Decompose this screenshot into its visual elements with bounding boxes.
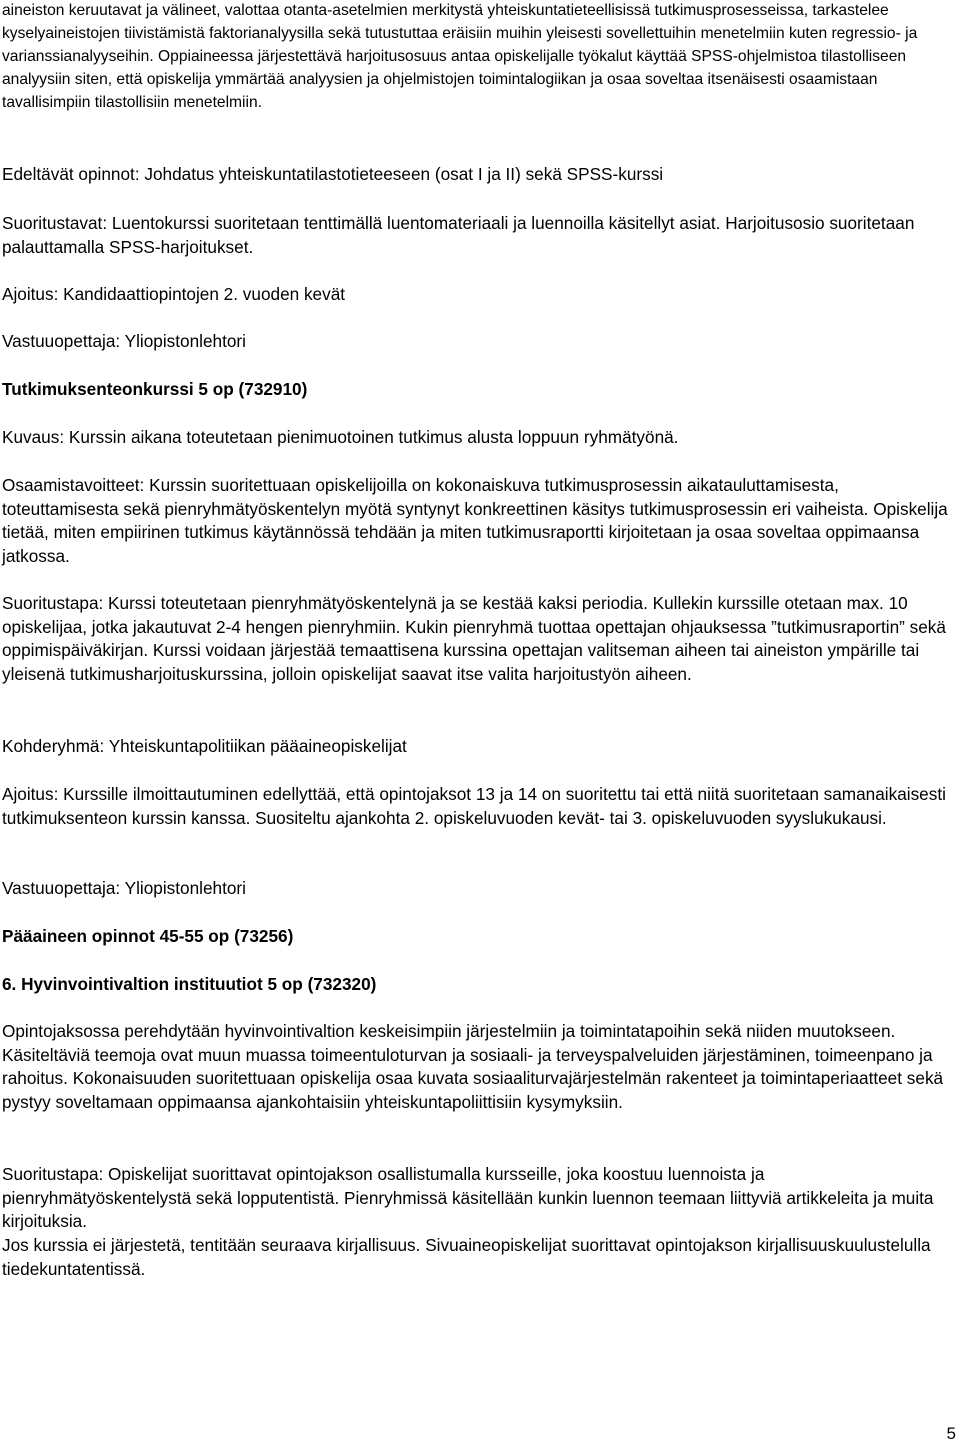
learning-outcomes-paragraph: Osaamistavoitteet: Kurssin suoritettuaan opiskelijoilla on kokonaiskuva tutkimusprosessin aikatauluttamisesta, toteuttamisesta sekä pienryhmätyöskentelyn myötä syntynyt konkreettinen käsitys tutkimusprosessin eri vaiheista. Opiskelija tietää, miten empiirinen tutkimus käytännössä tehdään ja miten tutkimusraportti kirjoitetaan ja osaa soveltaa oppimaansa jatkossa. [2, 475, 948, 567]
completion-method-paragraph: Suoritustapa: Kurssi toteutetaan pienryhmätyöskentelynä ja se kestää kaksi periodia. Kullekin kurssille otetaan max. 10 opiskelijaa, jotka jakautuvat 2-4 hengen pienryhmiin. Kukin pienryhmä tuottaa opettajan ohjauksessa ”tutkimusraportin” sekä oppimispäiväkirjan. Kurssi voidaan järjestää temaattisena kurssina opettajan valitseman aiheen tai aineiston ympärille tai yleisenä tutkimusharjoituskurssina, jolloin opiskelijat saavat itse valita harjoitustyön aiheen. [2, 593, 946, 685]
prerequisites-paragraph: Edeltävät opinnot: Johdatus yhteiskuntatilastotieteeseen (osat I ja II) sekä SPSS-kurssi [2, 164, 664, 184]
course-description-paragraph: Kuvaus: Kurssin aikana toteutetaan pienimuotoinen tutkimus alusta loppuun ryhmätyönä. [2, 427, 679, 447]
course-timing-paragraph: Ajoitus: Kurssille ilmoittautuminen edellyttää, että opintojaksot 13 ja 14 on suoritettu tai että niitä suoritetaan samanaikaisesti tutkimuksenteon kurssin kanssa. Suositeltu ajankohta 2. opiskeluvuoden kevät- tai 3. opiskeluvuoden syyslukukausi. [2, 784, 946, 828]
course-heading: Tutkimuksenteonkurssi 5 op (732910) [2, 379, 308, 399]
major-studies-heading: Pääaineen opinnot 45-55 op (73256) [2, 926, 294, 946]
intro-continued-paragraph: aineiston keruutavat ja välineet, valottaa otanta-asetelmien merkitystä yhteiskuntatieteellisissä tutkimusprosesseissa, tarkastelee kyselyaineistojen tiivistämistä faktorianalyysilla sekä tutustuttaa eräisiin muihin yleisesti sovellettuihin menetelmiin kuten regressio- ja varianssianalyyseihin. Oppiaineessa järjestettävä harjoitusosuus antaa opiskelijalle työkalut käyttää SPSS-ohjelmistoa tilastolliseen analyysiin siten, että opiskelija ymmärtää analyysien ja ohjelmistojen toimintalogiikan ja osaa soveltaa itsenäisesti osaamistaan tavallisimpiin tilastollisiin menetelmiin. [2, 2, 918, 111]
course6-description-paragraph: Opintojaksossa perehdytään hyvinvointivaltion keskeisimpiin järjestelmiin ja toimintatapoihin sekä niiden muutokseen. Käsiteltäviä teemoja ovat muun muassa toimeentuloturvan ja sosiaali- ja terveyspalveluiden järjestäminen, toimeenpano ja rahoitus. Kokonaisuuden suoritettuaan opiskelija osaa kuvata sosiaaliturvajärjestelmän rakenteet ja toimintaperiaatteet sekä pystyy soveltamaan oppimaansa ajankohtaisiin yhteiskuntapoliittisiin kysymyksiin. [2, 1021, 944, 1113]
responsible-teacher-paragraph: Vastuuopettaja: Yliopistonlehtori [2, 331, 246, 351]
timing-paragraph: Ajoitus: Kandidaattiopintojen 2. vuoden kevät [2, 284, 346, 304]
completion-methods-paragraph: Suoritustavat: Luentokurssi suoritetaan tenttimällä luentomateriaali ja luennoilla käsitellyt asiat. Harjoitusosio suoritetaan palauttamalla SPSS-harjoitukset. [2, 213, 915, 257]
course6-method-paragraph: Suoritustapa: Opiskelijat suorittavat opintojakson osallistumalla kursseille, joka koostuu luennoista ja pienryhmätyöskentelystä sekä lopputentistä. Pienryhmissä käsitellään kunkin luennon teemaan liittyviä artikkeleita ja muita kirjoituksia. [2, 1164, 934, 1232]
course6-heading: 6. Hyvinvointivaltion instituutiot 5 op (732320) [2, 974, 377, 994]
page-number: 5 [946, 1424, 956, 1443]
course6-alternative-paragraph: Jos kurssia ei järjestetä, tentitään seuraava kirjallisuus. Sivuaineopiskelijat suorittavat opintojakson kirjallisuuskuulustelulla tiedekuntatentissä. [2, 1235, 931, 1279]
course-teacher-paragraph: Vastuuopettaja: Yliopistonlehtori [2, 878, 246, 898]
target-group-paragraph: Kohderyhmä: Yhteiskuntapolitiikan pääaineopiskelijat [2, 736, 407, 756]
